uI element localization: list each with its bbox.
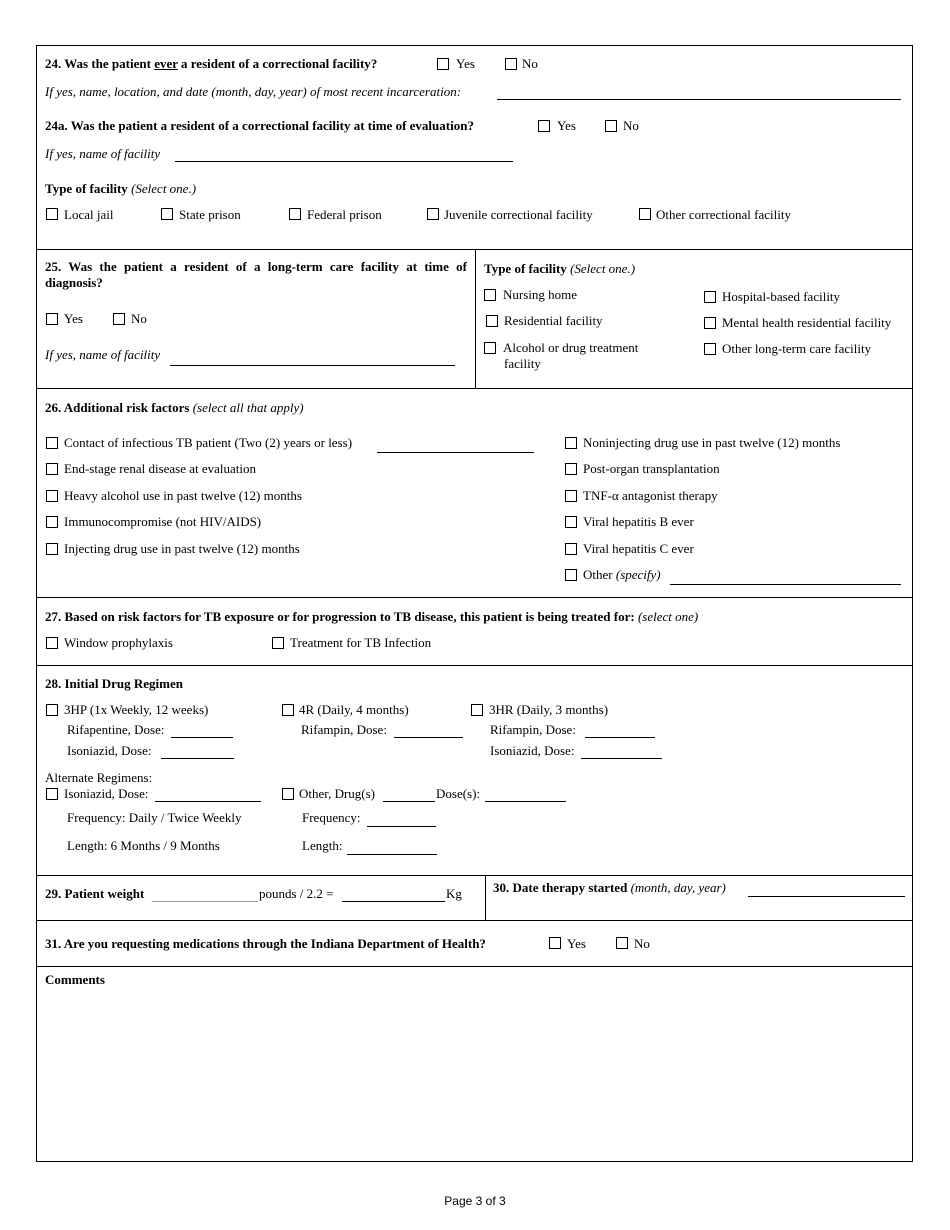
q25-alcohol-drug-label-cont: facility	[504, 356, 541, 371]
q26-alcohol-label: Heavy alcohol use in past twelve (12) months	[64, 488, 302, 503]
q25-hospital-based-checkbox[interactable]	[704, 291, 716, 303]
comments-label: Comments	[45, 972, 105, 987]
q26-hepb-label: Viral hepatitis B ever	[583, 514, 694, 529]
q31-no-checkbox[interactable]	[616, 937, 628, 949]
q25-other-ltc-label: Other long-term care facility	[722, 341, 872, 356]
q28-alt-other-length-field[interactable]	[347, 854, 437, 855]
q25-nursing-home-label: Nursing home	[503, 287, 578, 302]
q24a-yes-checkbox[interactable]	[538, 120, 550, 132]
q28-label: 28. Initial Drug Regimen	[45, 676, 183, 691]
q30-label: 30. Date therapy started (month, day, year)	[493, 880, 726, 895]
q26-contact-label: Contact of infectious TB patient (Two (2) years or less)	[64, 435, 353, 450]
q24a-state-prison-checkbox[interactable]	[161, 208, 173, 220]
q31-yes-checkbox[interactable]	[549, 937, 561, 949]
q24a-yes-label: Yes	[557, 118, 576, 133]
divider-31-comments	[36, 966, 913, 967]
q28-3hp-rifapentine-field[interactable]	[171, 737, 233, 738]
divider-25-26	[36, 388, 913, 389]
q26-injecting-label: Injecting drug use in past twelve (12) months	[64, 541, 300, 556]
q26-hepc-label: Viral hepatitis C ever	[583, 541, 694, 556]
q29-label: 29. Patient weight	[45, 886, 145, 901]
q28-alt-other-length-label: Length:	[302, 838, 343, 853]
q29-kg-unit: Kg	[446, 886, 462, 901]
q26-noninjecting-checkbox[interactable]	[565, 437, 577, 449]
q25-other-ltc-checkbox[interactable]	[704, 343, 716, 355]
q25-ifyes-label: If yes, name of facility	[45, 347, 161, 362]
q24-label: 24. Was the patient ever a resident of a correctional facility?	[45, 56, 378, 71]
q28-alt-isoniazid-length: Length: 6 Months / 9 Months	[67, 838, 220, 853]
q24a-ifyes-label: If yes, name of facility	[45, 146, 161, 161]
q25-alcohol-drug-label: Alcohol or drug treatment	[503, 340, 639, 355]
q24-incarceration-field[interactable]	[497, 99, 901, 100]
divider-28-29	[36, 875, 913, 876]
q24a-type-label: Type of facility (Select one.)	[45, 181, 197, 196]
q25-yes-checkbox[interactable]	[46, 313, 58, 325]
q27-window-label: Window prophylaxis	[64, 635, 173, 650]
q28-alt-isoniazid-checkbox[interactable]	[46, 788, 58, 800]
q25-nursing-home-checkbox[interactable]	[484, 289, 496, 301]
divider-27-28	[36, 665, 913, 666]
q28-3hp-isoniazid-field[interactable]	[161, 758, 234, 759]
q28-3hr-rifampin-field[interactable]	[585, 737, 655, 738]
q28-4r-label: 4R (Daily, 4 months)	[299, 702, 409, 717]
q24a-facility-name-field[interactable]	[175, 161, 513, 162]
q26-immunocompromise-label: Immunocompromise (not HIV/AIDS)	[64, 514, 262, 529]
q24-no-label: No	[522, 56, 538, 71]
q28-alt-other-checkbox[interactable]	[282, 788, 294, 800]
q24a-juvenile-label: Juvenile correctional facility	[444, 207, 593, 222]
q25-residential-checkbox[interactable]	[486, 315, 498, 327]
q25-no-checkbox[interactable]	[113, 313, 125, 325]
q28-alt-isoniazid-dose-field[interactable]	[155, 801, 261, 802]
q28-3hp-isoniazid-label: Isoniazid, Dose:	[67, 743, 152, 758]
q27-treatment-label: Treatment for TB Infection	[290, 635, 432, 650]
q28-alt-other-dose-field[interactable]	[485, 801, 566, 802]
q26-hepc-checkbox[interactable]	[565, 543, 577, 555]
q26-hepb-checkbox[interactable]	[565, 516, 577, 528]
q31-label: 31. Are you requesting medications through the Indiana Department of Health?	[45, 936, 486, 951]
q24-yes-label: Yes	[456, 56, 475, 71]
q28-alt-isoniazid-frequency: Frequency: Daily / Twice Weekly	[67, 810, 242, 825]
q25-type-label: Type of facility (Select one.)	[484, 261, 636, 276]
q28-3hp-label: 3HP (1x Weekly, 12 weeks)	[64, 702, 209, 717]
q26-label: 26. Additional risk factors (select all that apply)	[45, 400, 304, 415]
divider-25-vertical	[475, 249, 476, 388]
q28-3hp-checkbox[interactable]	[46, 704, 58, 716]
q28-4r-rifampin-label: Rifampin, Dose:	[301, 722, 387, 737]
q26-contact-checkbox[interactable]	[46, 437, 58, 449]
q31-yes-label: Yes	[567, 936, 586, 951]
q28-alt-other-drugs-field[interactable]	[383, 801, 435, 802]
q24a-local-jail-label: Local jail	[64, 207, 114, 222]
q25-label-line2: diagnosis?	[45, 275, 103, 290]
q28-3hr-label: 3HR (Daily, 3 months)	[489, 702, 609, 717]
q28-4r-checkbox[interactable]	[282, 704, 294, 716]
q28-4r-rifampin-field[interactable]	[394, 737, 463, 738]
q28-3hr-checkbox[interactable]	[471, 704, 483, 716]
q24a-local-jail-checkbox[interactable]	[46, 208, 58, 220]
q25-label-line1: 25. Was the patient a resident of a long-term care facility at time of	[45, 259, 467, 274]
q24-ifyes-label: If yes, name, location, and date (month, day, year) of most recent incarceration:	[45, 84, 462, 99]
q27-window-checkbox[interactable]	[46, 637, 58, 649]
q27-label: 27. Based on risk factors for TB exposure or for progression to TB disease, this patient is being treated for: (select one)	[45, 609, 699, 624]
q25-residential-label: Residential facility	[504, 313, 603, 328]
divider-26-27	[36, 597, 913, 598]
q29-pounds-field[interactable]	[152, 901, 258, 902]
q30-date-field[interactable]	[748, 896, 905, 897]
q24a-no-label: No	[623, 118, 639, 133]
q25-hospital-based-label: Hospital-based facility	[722, 289, 841, 304]
q28-alt-label: Alternate Regimens:	[45, 770, 153, 785]
q25-alcohol-drug-checkbox[interactable]	[484, 342, 496, 354]
q26-noninjecting-label: Noninjecting drug use in past twelve (12) months	[583, 435, 841, 450]
q24a-federal-prison-checkbox[interactable]	[289, 208, 301, 220]
q24a-state-prison-label: State prison	[179, 207, 241, 222]
q28-3hr-isoniazid-label: Isoniazid, Dose:	[490, 743, 575, 758]
q31-no-label: No	[634, 936, 650, 951]
comments-textarea[interactable]	[40, 992, 908, 1157]
q26-alcohol-checkbox[interactable]	[46, 490, 58, 502]
q25-facility-name-field[interactable]	[170, 365, 455, 366]
q24a-juvenile-checkbox[interactable]	[427, 208, 439, 220]
q28-alt-other-frequency-field[interactable]	[367, 826, 436, 827]
divider-29-30-vertical	[485, 875, 486, 920]
q26-renal-label: End-stage renal disease at evaluation	[64, 461, 257, 476]
q28-alt-isoniazid-label: Isoniazid, Dose:	[64, 786, 149, 801]
q28-3hr-rifampin-label: Rifampin, Dose:	[490, 722, 576, 737]
q25-yes-label: Yes	[64, 311, 83, 326]
q25-mental-health-label: Mental health residential facility	[722, 315, 892, 330]
q28-3hr-isoniazid-field[interactable]	[581, 758, 662, 759]
q26-immunocompromise-checkbox[interactable]	[46, 516, 58, 528]
q26-other-label: Other (specify)	[583, 567, 661, 582]
q28-alt-other-dose-label: Dose(s):	[436, 786, 481, 801]
q24-no-checkbox[interactable]	[505, 58, 517, 70]
q26-transplant-label: Post-organ transplantation	[583, 461, 720, 476]
q29-pounds-label: pounds / 2.2 =	[259, 886, 334, 901]
q26-injecting-checkbox[interactable]	[46, 543, 58, 555]
q26-contact-field[interactable]	[377, 452, 534, 453]
page-number: Page 3 of 3	[444, 1194, 506, 1208]
q24a-federal-prison-label: Federal prison	[307, 207, 382, 222]
q24a-other-correctional-label: Other correctional facility	[656, 207, 791, 222]
q26-tnf-checkbox[interactable]	[565, 490, 577, 502]
q26-transplant-checkbox[interactable]	[565, 463, 577, 475]
q24-yes-checkbox[interactable]	[437, 58, 449, 70]
q26-other-checkbox[interactable]	[565, 569, 577, 581]
q25-mental-health-checkbox[interactable]	[704, 317, 716, 329]
q28-alt-other-label: Other, Drug(s)	[299, 786, 376, 801]
q26-renal-checkbox[interactable]	[46, 463, 58, 475]
q28-3hp-rifapentine-label: Rifapentine, Dose:	[67, 722, 165, 737]
divider-29-31	[36, 920, 913, 921]
q25-no-label: No	[131, 311, 147, 326]
q26-other-field[interactable]	[670, 584, 901, 585]
q27-treatment-checkbox[interactable]	[272, 637, 284, 649]
q24a-label: 24a. Was the patient a resident of a correctional facility at time of evaluation?	[45, 118, 474, 133]
q24a-no-checkbox[interactable]	[605, 120, 617, 132]
q28-alt-other-frequency-label: Frequency:	[302, 810, 361, 825]
q29-kg-field[interactable]	[342, 901, 445, 902]
q26-tnf-label: TNF-α antagonist therapy	[583, 488, 718, 503]
q24a-other-correctional-checkbox[interactable]	[639, 208, 651, 220]
